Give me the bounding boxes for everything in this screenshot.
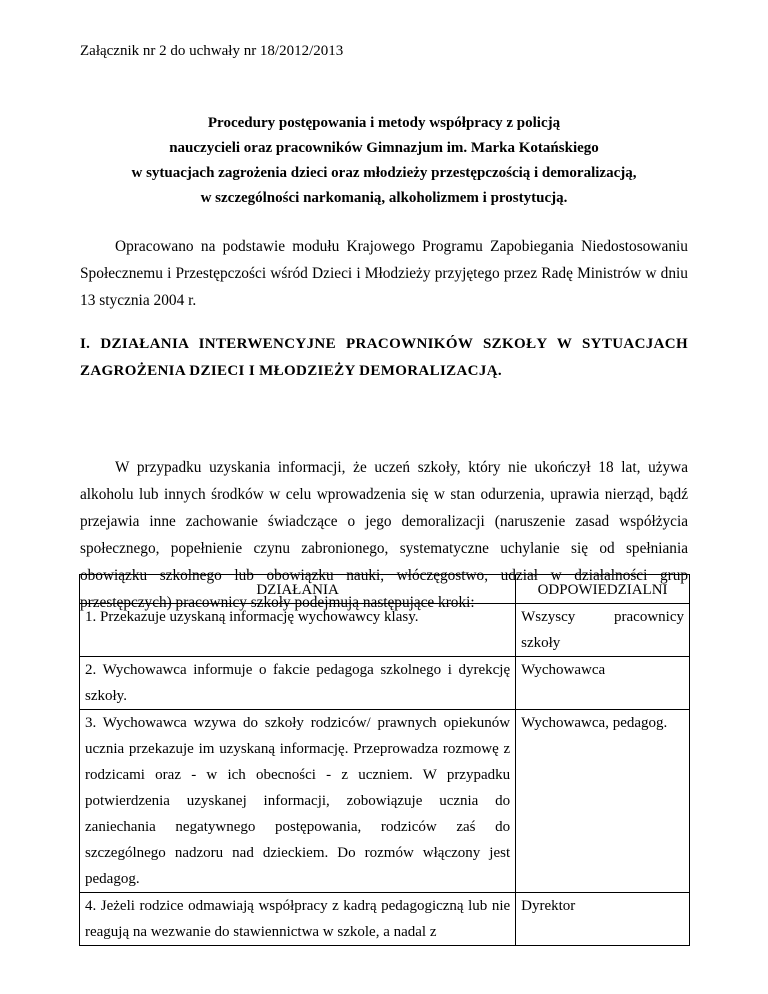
section-heading-line-1: I. DZIAŁANIA INTERWENCYJNE PRACOWNIKÓW SZKOŁY W SYTUACJACH	[80, 336, 688, 352]
procedure-table	[79, 574, 690, 946]
row-2-action: 2. Wychowawca informuje o fakcie pedagoga szkolnego i dyrekcję szkoły.	[80, 657, 516, 710]
row-3-responsible: Wychowawca, pedagog.	[516, 710, 690, 893]
document-title	[80, 111, 688, 211]
header-actions: DZIAŁANIA	[80, 575, 516, 604]
header-responsible: ODPOWIEDZIALNI	[516, 575, 690, 604]
table-row	[80, 893, 690, 946]
row-4-action: 4. Jeżeli rodzice odmawiają współpracy z kadrą pedagogiczną lub nie reagują na wezwanie do stawiennictwa w szkole, a nadal z	[80, 893, 516, 946]
table-header-row	[80, 575, 690, 604]
section-heading-line-2: ZAGROŻENIA DZIECI I MŁODZIEŻY DEMORALIZACJĄ.	[80, 363, 502, 379]
body-paragraph: W przypadku uzyskania informacji, że uczeń szkoły, który nie ukończył 18 lat, używa alkoholu lub innych środków w celu wprowadzenia się w stan odurzenia, uprawia nierząd, bądź przejawia inne zachowanie świadczące o jego demoralizacji (naruszenie zasad współżycia społecznego, popełnienie czynu zabronionego, systematyczne uchylanie się od spełniania obowiązku szkolnego lub obowiązku nauki, włóczęgostwo, udział w działalności grup przestępczych) pracownicy szkoły podejmują następujące kroki:	[80, 459, 688, 611]
table-row	[80, 604, 690, 657]
row-4-responsible: Dyrektor	[516, 893, 690, 946]
table-row	[80, 710, 690, 893]
title-line-1: Procedury postępowania i metody współpracy z policją	[207, 115, 561, 131]
table-row	[80, 657, 690, 710]
title-line-4: w szczególności narkomanią, alkoholizmem i prostytucją.	[200, 190, 568, 206]
row-1-action: 1. Przekazuje uzyskaną informację wychowawcy klasy.	[80, 604, 516, 657]
section-heading	[80, 331, 688, 385]
row-3-action: 3. Wychowawca wzywa do szkoły rodziców/ prawnych opiekunów ucznia przekazuje im uzyskaną informację. Przeprowadza rozmowę z rodzicami oraz - w ich obecności - z uczniem. W przypadku potwierdzenia uzyskanej informacji, zobowiązuje ucznia do zaniechania negatywnego postępowania, rodziców zaś do szczególnego nadzoru nad dzieckiem. Do rozmów włączony jest pedagog.	[80, 710, 516, 893]
intro-paragraph: Opracowano na podstawie modułu Krajowego Programu Zapobiegania Niedostosowaniu Społecznemu i Przestępczości wśród Dzieci i Młodzieży przyjętego przez Radę Ministrów w dniu 13 stycznia 2004 r.	[80, 238, 688, 309]
attachment-header: Załącznik nr 2 do uchwały nr 18/2012/2013	[80, 43, 344, 59]
title-line-3: w sytuacjach zagrożenia dzieci oraz młodzieży przestępczością i demoralizacją,	[131, 165, 637, 181]
row-1-responsible: Wszyscy pracownicy szkoły	[516, 604, 690, 657]
title-line-2: nauczycieli oraz pracowników Gimnazjum im. Marka Kotańskiego	[169, 140, 599, 156]
row-2-responsible: Wychowawca	[516, 657, 690, 710]
